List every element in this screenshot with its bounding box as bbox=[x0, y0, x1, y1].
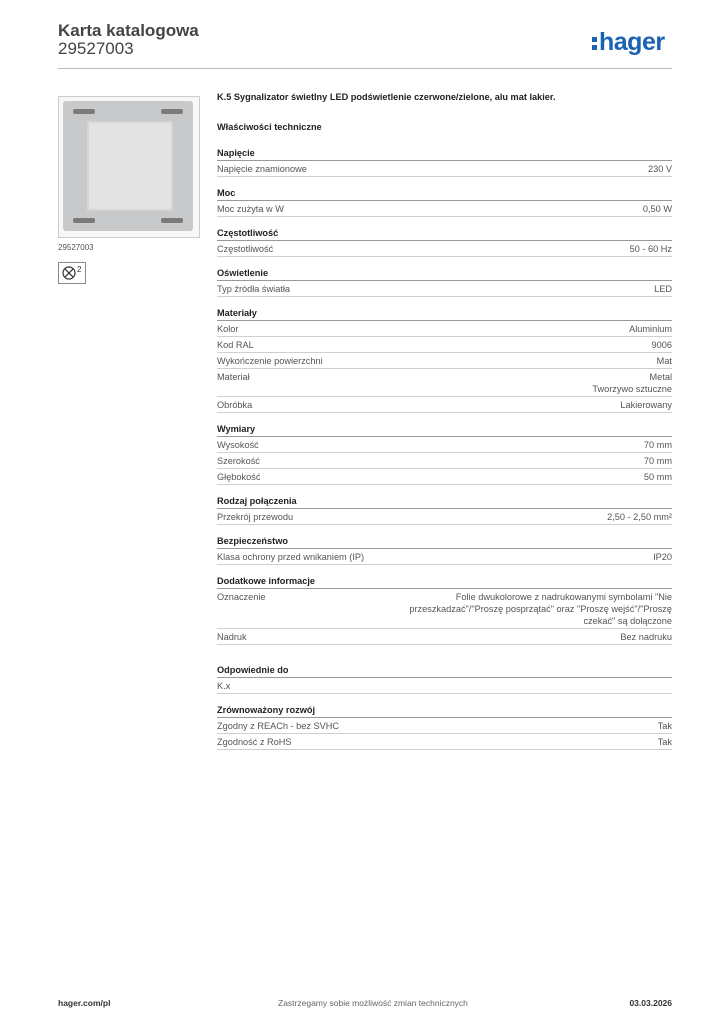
spec-group-title: Oświetlenie bbox=[217, 268, 672, 281]
spec-group-title: Dodatkowe informacje bbox=[217, 576, 672, 589]
properties-title: Właściwości techniczne bbox=[217, 122, 322, 132]
spec-label: Nadruk bbox=[217, 631, 247, 642]
spec-group-title: Rodzaj połączenia bbox=[217, 496, 672, 509]
hager-logo: hager bbox=[592, 28, 665, 57]
footer-disclaimer: Zastrzegamy sobie możliwość zmian technicznych bbox=[278, 998, 468, 1008]
spec-content bbox=[217, 92, 672, 761]
spec-label: Wykończenie powierzchni bbox=[217, 355, 323, 366]
spec-row bbox=[217, 509, 672, 525]
product-number: 29527003 bbox=[58, 39, 134, 58]
spec-value: 50 - 60 Hz bbox=[629, 243, 672, 254]
spec-group bbox=[217, 308, 672, 413]
spec-group-title: Bezpieczeństwo bbox=[217, 536, 672, 549]
logo-dots-icon bbox=[592, 34, 597, 53]
spec-row bbox=[217, 397, 672, 413]
spec-value bbox=[397, 680, 672, 692]
product-description: K.5 Sygnalizator świetlny LED podświetlenie czerwone/zielone, alu mat lakier. bbox=[217, 92, 556, 102]
spec-label: Częstotliwość bbox=[217, 243, 274, 254]
spec-group bbox=[217, 576, 672, 645]
lamp-symbol-icon bbox=[58, 262, 86, 284]
spec-label: Przekrój przewodu bbox=[217, 511, 294, 522]
spec-row bbox=[217, 437, 672, 453]
header-divider bbox=[58, 68, 672, 69]
spec-label: Obróbka bbox=[217, 399, 253, 410]
spec-label: Oznaczenie bbox=[217, 591, 266, 602]
footer-date: 03.03.2026 bbox=[629, 998, 672, 1008]
spec-row bbox=[217, 549, 672, 565]
spec-group-title: Odpowiednie do bbox=[217, 665, 672, 678]
spec-label: Wysokość bbox=[217, 439, 259, 450]
spec-group-title: Zrównoważony rozwój bbox=[217, 705, 672, 718]
spec-label: Napięcie znamionowe bbox=[217, 163, 307, 174]
spec-label: Zgodność z RoHS bbox=[217, 736, 292, 747]
spec-group bbox=[217, 268, 672, 297]
spec-row bbox=[217, 678, 672, 694]
spec-label: Zgodny z REACh - bez SVHC bbox=[217, 720, 340, 731]
mounting-slot bbox=[73, 218, 95, 223]
spec-row bbox=[217, 337, 672, 353]
spec-label: Typ źródła światła bbox=[217, 283, 291, 294]
spec-value: Bez nadruku bbox=[620, 631, 672, 642]
spec-value: Tak bbox=[657, 720, 672, 731]
image-caption: 29527003 bbox=[58, 243, 94, 252]
spec-group bbox=[217, 496, 672, 525]
spec-row bbox=[217, 353, 672, 369]
spec-group-title: Wymiary bbox=[217, 424, 672, 437]
spec-label: Klasa ochrony przed wnikaniem (IP) bbox=[217, 551, 365, 562]
spec-row bbox=[217, 161, 672, 177]
spec-value: Metal Tworzywo sztuczne bbox=[592, 371, 672, 394]
footer-website[interactable]: hager.com/pl bbox=[58, 998, 111, 1008]
spec-row bbox=[217, 589, 672, 629]
signal-lens bbox=[87, 121, 173, 211]
spec-group-title: Częstotliwość bbox=[217, 228, 672, 241]
spec-label: Kod RAL bbox=[217, 339, 254, 350]
spec-value: 0,50 W bbox=[642, 203, 672, 214]
spec-group bbox=[217, 188, 672, 217]
spec-group-title: Moc bbox=[217, 188, 672, 201]
spec-value: LED bbox=[654, 283, 672, 294]
spec-group bbox=[217, 228, 672, 257]
spec-value: Aluminium bbox=[629, 323, 672, 334]
spec-label: Moc zużyta w W bbox=[217, 203, 284, 214]
spec-label: Głębokość bbox=[217, 471, 261, 482]
spec-row bbox=[217, 321, 672, 337]
spec-value: 2,50 - 2,50 mm² bbox=[607, 511, 672, 522]
spec-value: 50 mm bbox=[643, 471, 672, 482]
spec-value: 230 V bbox=[647, 163, 672, 174]
spec-group bbox=[217, 536, 672, 565]
spec-label: Szerokość bbox=[217, 455, 260, 466]
spec-label: K.x bbox=[217, 680, 231, 691]
spec-row bbox=[217, 369, 672, 397]
spec-row bbox=[217, 718, 672, 734]
spec-value: 70 mm bbox=[643, 439, 672, 450]
frame-plate bbox=[63, 101, 193, 231]
spec-label: Kolor bbox=[217, 323, 239, 334]
svg-text:2: 2 bbox=[77, 265, 82, 274]
spec-group bbox=[217, 148, 672, 177]
spec-value: Mat bbox=[656, 355, 672, 366]
spec-row bbox=[217, 201, 672, 217]
spec-group-title: Materiały bbox=[217, 308, 672, 321]
spec-row bbox=[217, 734, 672, 750]
spec-value: IP20 bbox=[653, 551, 672, 562]
spec-groups bbox=[217, 148, 672, 750]
spec-value: Folie dwukolorowe z nadrukowanymi symbolami "Nie przeszkadzać"/"Proszę posprzątać" oraz "Proszę wejść"/"Proszę czekać" są dołączone bbox=[409, 591, 672, 626]
spec-value: Tak bbox=[657, 736, 672, 747]
spec-group bbox=[217, 705, 672, 750]
spec-label: Materiał bbox=[217, 371, 250, 382]
spec-value: 70 mm bbox=[643, 455, 672, 466]
spec-row bbox=[217, 453, 672, 469]
page-title: Karta katalogowa bbox=[58, 21, 199, 40]
spec-group bbox=[217, 424, 672, 485]
product-image bbox=[58, 96, 200, 238]
spec-row bbox=[217, 629, 672, 645]
mounting-slot bbox=[73, 109, 95, 114]
spec-group bbox=[217, 665, 672, 694]
mounting-slot bbox=[161, 218, 183, 223]
spec-value: 9006 bbox=[651, 339, 672, 350]
spec-row bbox=[217, 281, 672, 297]
spec-group-title: Napięcie bbox=[217, 148, 672, 161]
spec-row bbox=[217, 469, 672, 485]
spec-row bbox=[217, 241, 672, 257]
mounting-slot bbox=[161, 109, 183, 114]
spec-value: Lakierowany bbox=[620, 399, 672, 410]
